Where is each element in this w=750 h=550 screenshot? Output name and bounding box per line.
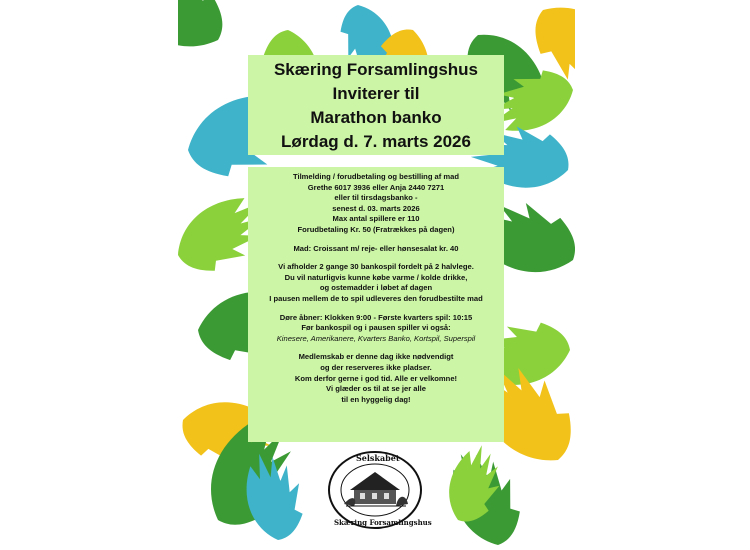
info-line: Vi afholder 2 gange 30 bankospil fordelt på 2 halvlege.	[278, 262, 474, 272]
info-line: Kom derfor gerne i god tid. Alle er velkomne!	[294, 373, 458, 383]
title-line-1: Skæring Forsamlingshus	[273, 60, 479, 79]
info-line: til en hyggelig dag!	[341, 394, 411, 404]
title-panel	[248, 55, 504, 155]
info-panel	[248, 167, 504, 442]
info-line: og der reserveres ikke pladser.	[320, 362, 432, 372]
info-line: Tilmelding / forudbetaling og bestilling af mad	[292, 172, 460, 181]
association-logo	[324, 448, 432, 532]
doors-line: Døre åbner: Klokken 9:00 - Første kvarters spil: 10:15	[279, 312, 473, 322]
info-line: Grethe 6017 3936 eller Anja 2440 7271	[307, 182, 445, 192]
info-line: Medlemskab er denne dag ikke nødvendigt	[298, 352, 454, 362]
logo-bottom-text: Skæring Forsamlingshus	[334, 518, 432, 527]
info-line: I pausen mellem de to spil udleveres den forudbestilte mad	[269, 293, 483, 303]
info-line: Du vil naturligvis kunne købe varme / kolde drikke,	[284, 272, 468, 282]
games-line: Kinesere, Amerikanere, Kvarters Banko, Kortspil, Superspil	[276, 333, 476, 343]
logo-top-text: Selskabet	[356, 453, 400, 463]
info-line: Før bankospil og i pausen spiller vi også:	[301, 323, 451, 333]
info-line: og ostemadder i løbet af dagen	[319, 283, 433, 293]
title-line-3: Marathon banko	[310, 108, 442, 127]
info-line: senest d. 03. marts 2026	[332, 203, 420, 213]
title-line-2: Inviterer til	[332, 84, 420, 103]
title-line-4: Lørdag d. 7. marts 2026	[281, 132, 471, 151]
info-line: Vi glæder os til at se jer alle	[326, 384, 426, 394]
food-line: Mad: Croissant m/ reje- eller hønsesalat kr. 40	[293, 243, 459, 253]
info-line: eller til tirsdagsbanko -	[334, 193, 418, 203]
poster	[178, 0, 575, 550]
info-line: Max antal spillere er 110	[332, 214, 420, 224]
info-line: Forudbetaling Kr. 50 (Fratrækkes på dagen)	[297, 224, 455, 234]
